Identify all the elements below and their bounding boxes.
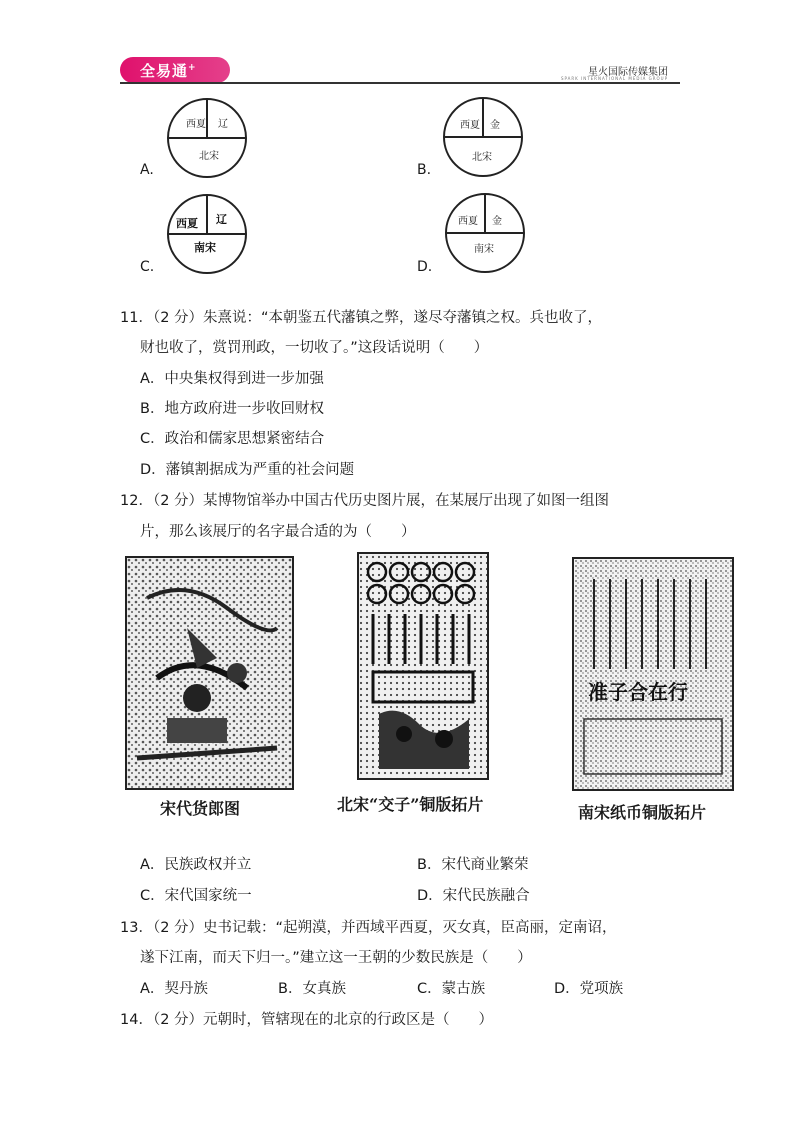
northern-song-jiaozi-rubbing xyxy=(357,552,489,780)
publisher-name: 星火国际传媒集团 xyxy=(588,67,668,78)
q10-option-b-letter: B. xyxy=(417,162,432,178)
rubbing-inscription: 准子合在行 xyxy=(588,680,688,704)
q10-d-top-left: 西夏 xyxy=(458,216,478,227)
q11-stem-line-1: 11．（2 分）朱熹说：“本朝鉴五代藩镇之弊，遂尽夺藩镇之权。兵也收了， xyxy=(120,310,603,326)
q10-option-c-diagram xyxy=(166,193,248,275)
q13-option-a: A．契丹族 xyxy=(140,981,208,997)
q10-option-a-diagram xyxy=(166,97,248,179)
q10-b-top-right: 金 xyxy=(490,120,500,131)
q10-c-bottom: 南宋 xyxy=(194,241,216,254)
q10-c-top-right: 辽 xyxy=(216,213,227,226)
q12-option-b: B．宋代商业繁荣 xyxy=(417,857,529,873)
publisher-subtitle: SPARK INTERNATIONAL MEDIA GROUP xyxy=(560,76,668,81)
q11-option-d: D．藩镇割据成为严重的社会问题 xyxy=(140,462,355,478)
caption-picture-1: 宋代货郎图 xyxy=(160,799,241,818)
q11-option-a: A．中央集权得到进一步加强 xyxy=(140,371,324,387)
caption-picture-2: 北宋“交子”铜版拓片 xyxy=(337,795,484,814)
q12-stem-line-2: 片，那么该展厅的名字最合适的为（ ） xyxy=(140,524,416,540)
q10-a-top-left: 西夏 xyxy=(186,119,206,130)
header-divider xyxy=(120,82,680,84)
q12-option-a: A．民族政权并立 xyxy=(140,857,252,873)
q11-option-b: B．地方政府进一步收回财权 xyxy=(140,401,324,417)
q10-option-d-diagram xyxy=(444,192,526,274)
q10-option-d-letter: D. xyxy=(417,259,433,275)
q13-option-d: D．党项族 xyxy=(554,981,624,997)
q10-b-bottom: 北宋 xyxy=(472,152,492,163)
q10-option-a-letter: A. xyxy=(140,162,154,178)
q12-option-c: C．宋代国家统一 xyxy=(140,888,252,904)
southern-song-paper-currency-rubbing xyxy=(572,557,734,791)
q13-stem-line-2: 遂下江南，而天下归一。”建立这一王朝的少数民族是（ ） xyxy=(140,950,532,966)
song-peddler-painting xyxy=(125,556,294,790)
q10-d-bottom: 南宋 xyxy=(474,244,494,255)
q13-option-c: C．蒙古族 xyxy=(417,981,486,997)
q10-c-top-left: 西夏 xyxy=(176,217,198,230)
q13-stem-line-1: 13．（2 分）史书记载：“起朔漠，并西域平西夏，灭女真，臣高丽，定南诏， xyxy=(120,920,617,936)
q10-option-b-diagram xyxy=(442,96,524,178)
q11-option-c: C．政治和儒家思想紧密结合 xyxy=(140,431,325,447)
q14-stem-line-1: 14．（2 分）元朝时，管辖现在的北京的行政区是（ ） xyxy=(120,1012,494,1028)
caption-picture-3: 南宋纸币铜版拓片 xyxy=(578,803,707,822)
q10-a-top-right: 辽 xyxy=(218,119,228,130)
q12-stem-line-1: 12．（2 分）某博物馆举办中国古代历史图片展，在某展厅出现了如图一组图 xyxy=(120,493,610,509)
q12-option-d: D．宋代民族融合 xyxy=(417,888,530,904)
q10-a-bottom: 北宋 xyxy=(199,151,219,162)
q13-option-b: B．女真族 xyxy=(278,981,346,997)
q11-stem-line-2: 财也收了，赏罚刑政，一切收了。”这段话说明（ ） xyxy=(140,340,489,356)
q10-d-top-right: 金 xyxy=(492,216,502,227)
q10-b-top-left: 西夏 xyxy=(460,120,480,131)
q10-option-c-letter: C. xyxy=(140,259,155,275)
brand-logo-text: 全易通+ xyxy=(140,62,197,80)
